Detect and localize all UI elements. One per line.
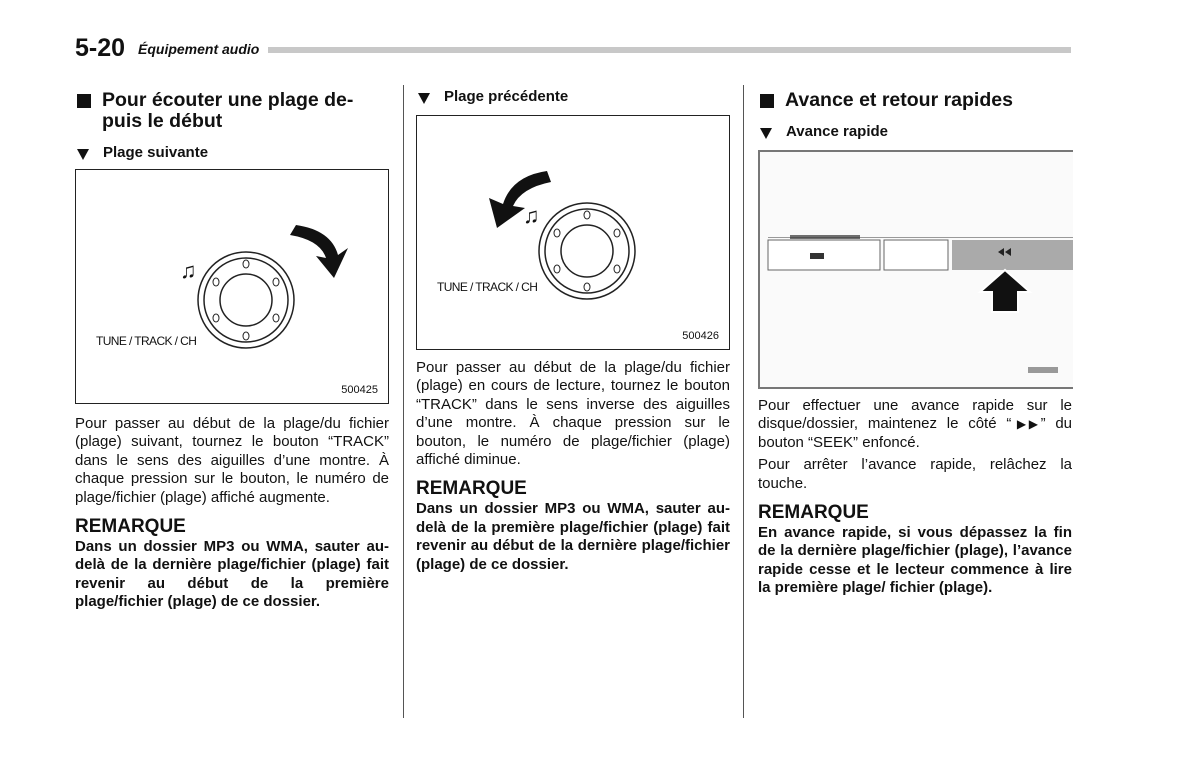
figure-code: 500425: [341, 384, 378, 396]
square-bullet-icon: [760, 94, 774, 108]
subheading: Avance rapide: [758, 123, 1072, 141]
figure-label: TUNE / TRACK / CH: [437, 280, 538, 294]
dial-counterclockwise-illustration: [417, 116, 729, 349]
note-title: REMARQUE: [758, 502, 869, 524]
column-1: [75, 90, 389, 612]
fast-forward-icon: ▶▶: [1011, 417, 1041, 432]
column-2: [416, 88, 730, 574]
note-text: Dans un dossier MP3 ou WMA, sauter au-delà de la dernière plage/fichier (plage) fait revenir au début de la première plage/fichier (plage) de ce dossier.: [75, 538, 389, 611]
seek-panel-illustration: [760, 152, 1073, 387]
note-title: REMARQUE: [416, 478, 527, 500]
page-number: 5-20: [75, 34, 126, 62]
body-text: Pour passer au début de la plage/du fichier (plage) suivant, tournez le bouton “TRACK” dans le sens des aiguilles d’une montre. À chaque pression sur le bouton, le numéro de plage/fichier (plage) affiché augmente.: [75, 415, 389, 506]
figure-seek-button: [758, 150, 1073, 389]
note-title: REMARQUE: [75, 516, 186, 538]
section-title: Équipement audio: [138, 41, 260, 57]
svg-text:♫: ♫: [180, 258, 197, 283]
note-text: En avance rapide, si vous dépassez la fin de la dernière plage/fichier (plage), l’avance rapide cesse et le lecteur commence à lire la première plage/ fichier (plage).: [758, 524, 1072, 597]
dial-clockwise-illustration: [76, 170, 388, 403]
figure-previous-track: [416, 115, 730, 350]
column-3: [758, 90, 1072, 598]
note-text: Dans un dossier MP3 ou WMA, sauter au-delà de la première plage/fichier (plage) fait revenir au début de la dernière plage/fichier (plage) de ce dossier.: [416, 500, 730, 573]
section-heading: Pour écouter une plage de- puis le début: [75, 90, 389, 132]
column-divider: [403, 85, 404, 718]
figure-code: 500426: [682, 330, 719, 342]
figure-label: TUNE / TRACK / CH: [96, 334, 197, 348]
column-divider: [743, 85, 744, 718]
square-bullet-icon: [77, 94, 91, 108]
svg-text:♫: ♫: [523, 203, 540, 228]
body-text: Pour arrêter l’avance rapide, relâchez la touche.: [758, 456, 1072, 492]
header-rule: [268, 47, 1071, 53]
subheading: Plage suivante: [75, 144, 389, 162]
body-text: Pour passer au début de la plage/du fichier (plage) en cours de lecture, tournez le bouton “TRACK” dans le sens inverse des aiguilles d’une montre. À chaque pression sur le bouton, le numéro de plage/fichier (plage) affiché diminue.: [416, 359, 730, 469]
triangle-bullet-icon: [760, 128, 772, 139]
subheading: Plage précédente: [416, 88, 730, 106]
triangle-bullet-icon: [418, 93, 430, 104]
body-text: Pour effectuer une avance rapide sur le disque/dossier, maintenez le côté “▶▶” du bouton “SEEK” enfoncé.: [758, 397, 1072, 451]
figure-next-track: [75, 169, 389, 404]
section-heading: Avance et retour rapides: [758, 90, 1072, 111]
triangle-bullet-icon: [77, 149, 89, 160]
